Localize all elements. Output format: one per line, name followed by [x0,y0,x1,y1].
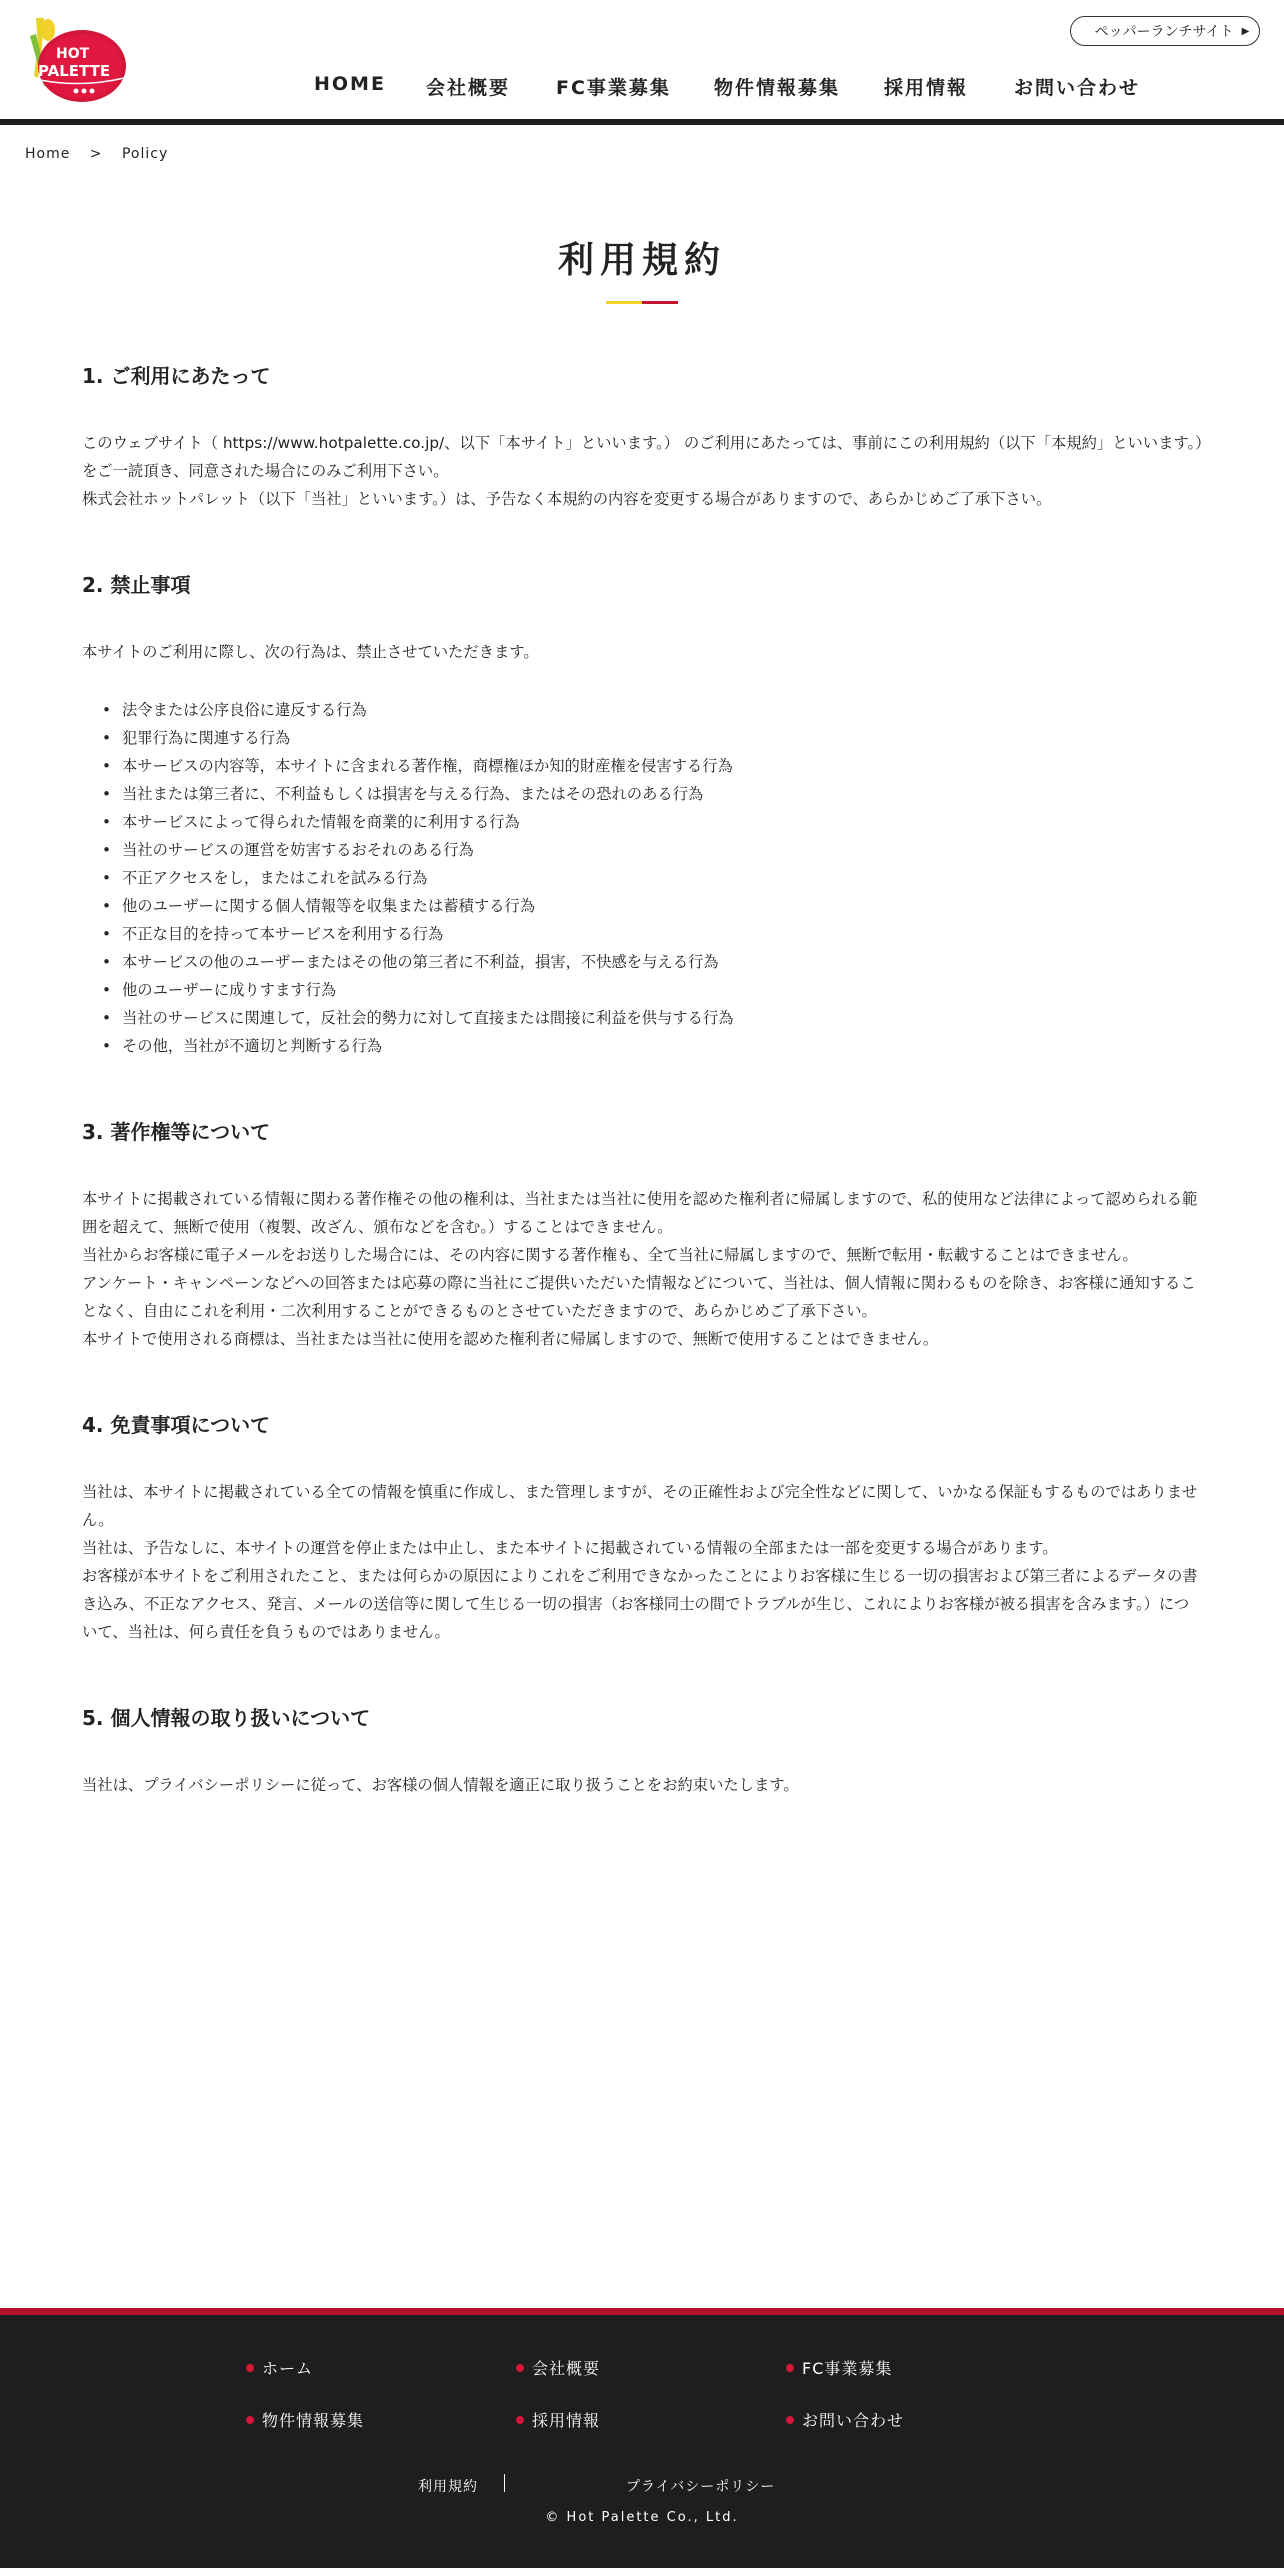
page-title: 利用規約 [557,240,726,281]
bullet-dot-icon [246,2364,254,2372]
breadcrumb [25,146,182,162]
svg-text:HOT: HOT [56,46,90,62]
footer-nav-label: ホーム [262,2359,314,2378]
copyright: © Hot Palette Co., Ltd. [545,2510,739,2525]
paragraph: 本サイトで使用される商標は、当社または当社に使用を認めた権利者に帰属しますので、無断で使用することはできません。 [82,1330,939,1348]
section-usage [82,360,1204,513]
list-item: • 当社のサービスに関連して，反社会的勢力に対して直接または間接に利益を供与する行為 [102,1004,1204,1032]
global-nav [0,73,1284,107]
footer-nav-label: FC事業募集 [802,2359,893,2378]
paragraph: アンケート・キャンペーンなどへの回答または応募の際に当社にご提供いただいた情報などについて、当社は、個人情報に関わるものを除き、お客様に通知することなく、自由にこれを利用・二次利用することができるものとさせていただきますので、あらかじめご了承下さい。 [82,1274,1196,1320]
list-item: • 不正な目的を持って本サービスを利用する行為 [102,920,1204,948]
breadcrumb-current: Policy [121,146,169,162]
section-heading: 5. 個人情報の取り扱いについて [82,1706,371,1730]
paragraph: 当社からお客様に電子メールをお送りした場合には、その内容に関する著作権も、全て当社に帰属しますので、無断で転用・転載することはできません。 [82,1246,1138,1264]
footer-nav-property-info[interactable] [246,2408,364,2431]
title-underline-red [642,301,678,304]
nav-recruit[interactable]: 採用情報 [884,77,969,99]
footer-privacy-link[interactable]: プライバシーポリシー [626,2479,776,2495]
footer-nav-contact[interactable] [786,2408,904,2431]
paragraph: 本サイトのご利用に際し、次の行為は、禁止させていただきます。 [82,643,539,661]
list-item: • 不正アクセスをし，またはこれを試みる行為 [102,864,1204,892]
paragraph: 当社は、本サイトに掲載されている全ての情報を慎重に作成し、また管理しますが、その正確性および完全性などに関して、いかなる保証もするものではありません。 [82,1483,1198,1529]
list-item: • 他のユーザーに関する個人情報等を収集または蓄積する行為 [102,892,1204,920]
paragraph: 当社は、予告なしに、本サイトの運営を停止または中止し、また本サイトに掲載されている情報の全部または一部を変更する場合があります。 [82,1539,1058,1557]
terms-content [82,360,1204,1855]
paragraph: 当社は、プライバシーポリシーに従って、お客様の個人情報を適正に取り扱うことをお約束いたします。 [82,1776,799,1794]
list-item: • 本サービスによって得られた情報を商業的に利用する行為 [102,808,1204,836]
section-prohibited [82,569,1204,1060]
header-divider [0,119,1284,125]
pepper-lunch-site-label: ペッパーランチサイト [1094,24,1234,40]
footer-nav-label: 会社概要 [532,2359,601,2378]
section-copyright [82,1116,1204,1353]
paragraph: このウェブサイト（ https://www.hotpalette.co.jp/、以下「本サイト」といいます。） のご利用にあたっては、事前にこの利用規約（以下「本規約」といいます。）をご一読頂き、同意された場合にのみご利用下さい。 [82,434,1203,480]
bullet-dot-icon [246,2416,254,2424]
footer-nav-fc-recruitment[interactable] [786,2356,892,2379]
footer-nav-label: 物件情報募集 [262,2411,365,2430]
title-underline-yellow [606,301,642,304]
list-item: • 本サービスの内容等，本サイトに含まれる著作権，商標権ほか知的財産権を侵害する行為 [102,752,1204,780]
svg-text:PALETTE: PALETTE [38,62,111,80]
footer-top-line [0,2308,1284,2315]
nav-fc-recruitment[interactable]: FC事業募集 [556,77,671,99]
nav-company[interactable]: 会社概要 [426,77,511,99]
list-item: • 他のユーザーに成りすます行為 [102,976,1204,1004]
nav-property-info[interactable]: 物件情報募集 [714,77,841,99]
footer-terms-link[interactable]: 利用規約 [418,2479,478,2495]
list-item: • 本サービスの他のユーザーまたはその他の第三者に不利益，損害，不快感を与える行為 [102,948,1204,976]
breadcrumb-home[interactable]: Home [25,146,71,162]
nav-contact[interactable]: お問い合わせ [1014,77,1141,99]
list-item: • 当社または第三者に、不利益もしくは損害を与える行為、またはその恐れのある行為 [102,780,1204,808]
triangle-right-icon: ▶ [1241,25,1250,37]
section-heading: 3. 著作権等について [82,1120,271,1144]
section-heading: 2. 禁止事項 [82,573,191,597]
paragraph: 本サイトに掲載されている情報に関わる著作権その他の権利は、当社または当社に使用を認めた権利者に帰属しますので、私的使用など法律によって認められる範囲を超えて、無断で使用（複製、改ざん、頒布などを含む。）することはできません。 [82,1190,1198,1236]
paragraph: お客様が本サイトをご利用されたこと、または何らかの原因によりこれをご利用できなかったことによりお客様に生じる一切の損害および第三者によるデータの書き込み、不正なアクセス、発言、メールの送信等に関して生じる一切の損害（お客様同士の間でトラブルが生じ、これによりお客様が被る損害を含みます。）について、当社は、何ら責任を負うものではありません。 [82,1567,1198,1641]
footer-link-separator [504,2474,505,2492]
list-item: • その他，当社が不適切と判断する行為 [102,1032,1204,1060]
site-footer [0,2308,1284,2568]
bullet-dot-icon [516,2364,524,2372]
site-header [0,0,1284,120]
footer-nav-recruit[interactable] [516,2408,600,2431]
footer-nav-label: お問い合わせ [802,2411,905,2430]
nav-home[interactable]: HOME [314,73,386,95]
section-heading: 4. 免責事項について [82,1413,271,1437]
list-item: • 犯罪行為に関連する行為 [102,724,1204,752]
section-personal-info [82,1702,1204,1799]
section-disclaimer [82,1409,1204,1646]
footer-nav-company[interactable] [516,2356,600,2379]
footer-nav-label: 採用情報 [532,2411,601,2430]
prohibited-list [82,696,1204,1060]
bullet-dot-icon [516,2416,524,2424]
bullet-dot-icon [786,2416,794,2424]
footer-nav-home[interactable] [246,2356,313,2379]
paragraph: 株式会社ホットパレット（以下「当社」といいます。）は、予告なく本規約の内容を変更する場合がありますので、あらかじめご了承下さい。 [82,490,1052,508]
breadcrumb-separator: > [89,146,103,162]
pepper-lunch-site-button[interactable] [1070,16,1260,46]
bullet-dot-icon [786,2364,794,2372]
list-item: • 法令または公序良俗に違反する行為 [102,696,1204,724]
section-heading: 1. ご利用にあたって [82,364,271,388]
list-item: • 当社のサービスの運営を妨害するおそれのある行為 [102,836,1204,864]
